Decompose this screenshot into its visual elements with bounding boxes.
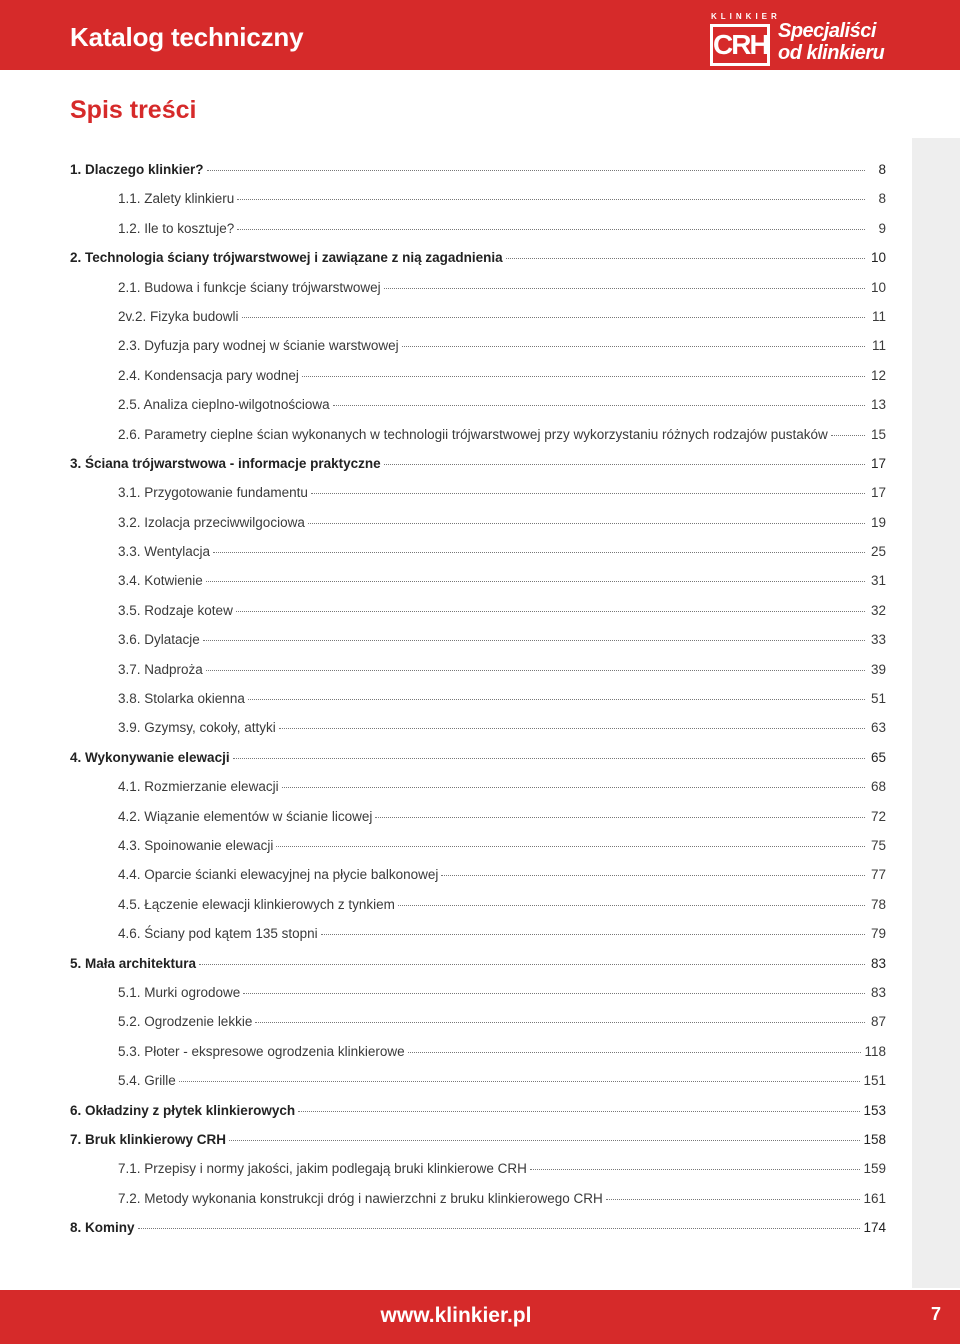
toc-entry-label: 7.2. Metody wykonania konstrukcji dróg i nawierzchni z bruku klinkierowego CRH [118,1190,603,1206]
toc-dot-leader [831,435,865,436]
toc-dot-leader [248,699,865,700]
toc-entry[interactable] [70,662,886,691]
toc-dot-leader [199,964,865,965]
toc-entry-page: 65 [870,749,886,765]
toc-entry-page: 72 [870,808,886,824]
toc-entry-page: 63 [870,720,886,736]
brand-tagline-2: od klinkieru [778,42,885,64]
toc-entry[interactable] [70,573,886,602]
toc-entry-label: 5.1. Murki ogrodowe [118,984,241,1000]
toc-entry[interactable] [70,603,886,632]
toc-dot-leader [375,817,865,818]
toc-dot-leader [279,728,865,729]
toc-dot-leader [298,1111,860,1112]
toc-entry-label: 2. Technologia ściany trójwarstwowej i zawiązane z nią zagadnienia [70,250,503,266]
toc-entry-page: 174 [863,1220,886,1236]
toc-dot-leader [236,611,865,612]
toc-entry[interactable] [70,985,886,1014]
toc-entry[interactable] [70,397,886,426]
toc-entry-page: 9 [878,220,886,236]
toc-dot-leader [606,1199,861,1200]
toc-entry-page: 8 [878,191,886,207]
toc-entry-page: 13 [870,397,886,413]
toc-dot-leader [311,493,865,494]
toc-entry-page: 87 [870,1014,886,1030]
toc-dot-leader [242,317,865,318]
toc-dot-leader [333,405,865,406]
toc-entry-page: 118 [864,1043,886,1059]
toc-entry[interactable] [70,250,886,279]
table-of-contents [70,162,886,1249]
toc-entry-label: 5.2. Ogrodzenie lekkie [118,1014,253,1030]
toc-entry-label: 3.8. Stolarka okienna [118,691,245,707]
toc-entry-label: 2.1. Budowa i funkcje ściany trójwarstwowej [118,279,381,295]
toc-entry[interactable] [70,309,886,338]
toc-dot-leader [237,199,865,200]
toc-entry-page: 78 [870,896,886,912]
toc-entry-label: 3.6. Dylatacje [118,632,200,648]
toc-entry-label: 2.3. Dyfuzja pary wodnej w ścianie warstwowej [118,338,399,354]
toc-entry-label: 4. Wykonywanie elewacji [70,749,230,765]
brand-small-text: KLINKIER [711,12,781,21]
toc-entry[interactable] [70,191,886,220]
toc-entry-page: 10 [870,279,886,295]
toc-entry-page: 151 [863,1073,886,1089]
toc-entry-page: 68 [870,779,886,795]
toc-entry-label: 4.2. Wiązanie elementów w ścianie licowej [118,808,373,824]
toc-dot-leader [206,581,865,582]
toc-entry-label: 5. Mała architektura [70,955,197,971]
toc-entry-label: 2.5. Analiza cieplno-wilgotnościowa [118,397,330,413]
toc-dot-leader [506,258,865,259]
toc-entry-page: 10 [870,250,886,266]
toc-entry[interactable] [70,338,886,367]
toc-entry-page: 77 [870,867,886,883]
toc-entry-page: 32 [870,602,886,618]
toc-entry-page: 39 [870,661,886,677]
toc-entry-page: 15 [870,426,886,442]
toc-entry-label: 8. Kominy [70,1220,135,1236]
toc-entry-label: 4.1. Rozmierzanie elewacji [118,779,279,795]
toc-entry[interactable] [70,456,886,485]
toc-dot-leader [237,229,865,230]
toc-entry[interactable] [70,515,886,544]
toc-entry[interactable] [70,1132,886,1161]
toc-entry[interactable] [70,838,886,867]
page-header [0,0,960,70]
toc-entry-page: 17 [870,485,886,501]
toc-entry-label: 4.6. Ściany pod kątem 135 stopni [118,926,318,942]
brand-tagline-1: Specjaliści [778,20,876,42]
crh-logo-mark: CRH [710,24,770,66]
toc-entry[interactable] [70,280,886,309]
page-footer [0,1290,960,1344]
brand-logo [706,10,906,66]
toc-entry[interactable] [70,1073,886,1102]
toc-dot-leader [441,875,865,876]
toc-entry-page: 51 [870,691,886,707]
toc-entry[interactable] [70,1220,886,1249]
toc-entry-page: 8 [878,162,886,177]
toc-entry-page: 79 [870,926,886,942]
footer-page-number: 7 [930,1304,941,1324]
toc-entry-label: 4.5. Łączenie elewacji klinkierowych z tynkiem [118,896,395,912]
toc-entry[interactable] [70,1014,886,1043]
toc-dot-leader [229,1140,860,1141]
toc-entry-page: 83 [870,955,886,971]
toc-entry[interactable] [70,427,886,456]
toc-entry-page: 153 [863,1102,886,1118]
toc-dot-leader [384,288,865,289]
toc-dot-leader [302,376,865,377]
toc-entry-label: 3.5. Rodzaje kotew [118,602,233,618]
toc-entry[interactable] [70,691,886,720]
toc-entry[interactable] [70,867,886,896]
toc-dot-leader [282,787,865,788]
side-band [912,138,960,1288]
toc-entry[interactable] [70,1103,886,1132]
toc-entry-label: 3.4. Kotwienie [118,573,203,589]
toc-entry-label: 7.1. Przepisy i normy jakości, jakim podlegają bruki klinkierowe CRH [118,1161,527,1177]
toc-entry-label: 3.1. Przygotowanie fundamentu [118,485,308,501]
toc-dot-leader [398,905,865,906]
toc-entry-page: 11 [871,338,886,354]
toc-entry-page: 12 [870,367,886,383]
toc-dot-leader [308,523,865,524]
toc-entry[interactable] [70,1191,886,1220]
toc-entry[interactable] [70,544,886,573]
toc-entry[interactable] [70,1044,886,1073]
toc-entry-label: 3.7. Nadproża [118,661,203,677]
toc-entry[interactable] [70,897,886,926]
toc-entry[interactable] [70,720,886,749]
toc-dot-leader [243,993,865,994]
toc-entry-label: 6. Okładziny z płytek klinkierowych [70,1102,296,1118]
footer-url[interactable]: www.klinkier.pl [380,1304,532,1327]
toc-entry-label: 3.2. Izolacja przeciwwilgociowa [118,514,305,530]
toc-entry-label: 3.3. Wentylacja [118,544,211,560]
toc-dot-leader [321,934,865,935]
toc-dot-leader [213,552,865,553]
toc-entry-label: 1.1. Zalety klinkieru [118,191,235,207]
toc-entry-label: 5.3. Płoter - ekspresowe ogrodzenia klinkierowe [118,1043,405,1059]
toc-entry-page: 31 [870,573,886,589]
toc-entry-page: 25 [870,544,886,560]
toc-dot-leader [179,1081,861,1082]
toc-entry-label: 7. Bruk klinkierowy CRH [70,1131,227,1147]
toc-entry[interactable] [70,1161,886,1190]
toc-entry-page: 75 [870,837,886,853]
toc-entry-label: 5.4. Grille [118,1073,176,1089]
toc-entry-label: 1.2. Ile to kosztuje? [118,220,235,236]
toc-dot-leader [408,1052,862,1053]
toc-entry-page: 11 [871,308,886,324]
toc-entry[interactable] [70,221,886,250]
toc-entry-page: 33 [870,632,886,648]
toc-entry[interactable] [70,809,886,838]
toc-entry-label: 3. Ściana trójwarstwowa - informacje praktyczne [70,455,381,471]
toc-entry-label: 1. Dlaczego klinkier? [70,162,204,177]
toc-dot-leader [233,758,865,759]
toc-entry-page: 158 [863,1131,886,1147]
toc-entry[interactable] [70,926,886,955]
toc-dot-leader [203,640,865,641]
toc-entry-label: 2.4. Kondensacja pary wodnej [118,367,299,383]
toc-entry-label: 4.3. Spoinowanie elewacji [118,837,274,853]
toc-entry[interactable] [70,956,886,985]
toc-dot-leader [384,464,865,465]
toc-entry[interactable] [70,485,886,514]
toc-entry-label: 3.9. Gzymsy, cokoły, attyki [118,720,276,736]
toc-entry[interactable] [70,750,886,779]
toc-entry[interactable] [70,632,886,661]
toc-dot-leader [138,1228,861,1229]
toc-dot-leader [207,170,865,171]
toc-entry-page: 161 [863,1190,886,1206]
header-title: Katalog techniczny [70,22,304,52]
toc-dot-leader [530,1169,861,1170]
toc-entry-page: 83 [870,984,886,1000]
toc-entry-label: 2.6. Parametry cieplne ścian wykonanych w technologii trójwarstwowej przy wykorzystaniu różnych rodzajów pustaków [118,426,828,442]
toc-dot-leader [206,670,865,671]
toc-entry-page: 17 [870,455,886,471]
toc-dot-leader [402,346,865,347]
toc-entry[interactable] [70,162,886,191]
toc-entry-label: 2v.2. Fizyka budowli [118,308,239,324]
toc-dot-leader [276,846,865,847]
toc-title: Spis treści [70,96,197,124]
toc-entry-page: 19 [870,514,886,530]
toc-entry[interactable] [70,368,886,397]
toc-entry[interactable] [70,779,886,808]
toc-entry-label: 4.4. Oparcie ścianki elewacyjnej na płycie balkonowej [118,867,439,883]
toc-dot-leader [255,1022,865,1023]
toc-entry-page: 159 [863,1161,886,1177]
